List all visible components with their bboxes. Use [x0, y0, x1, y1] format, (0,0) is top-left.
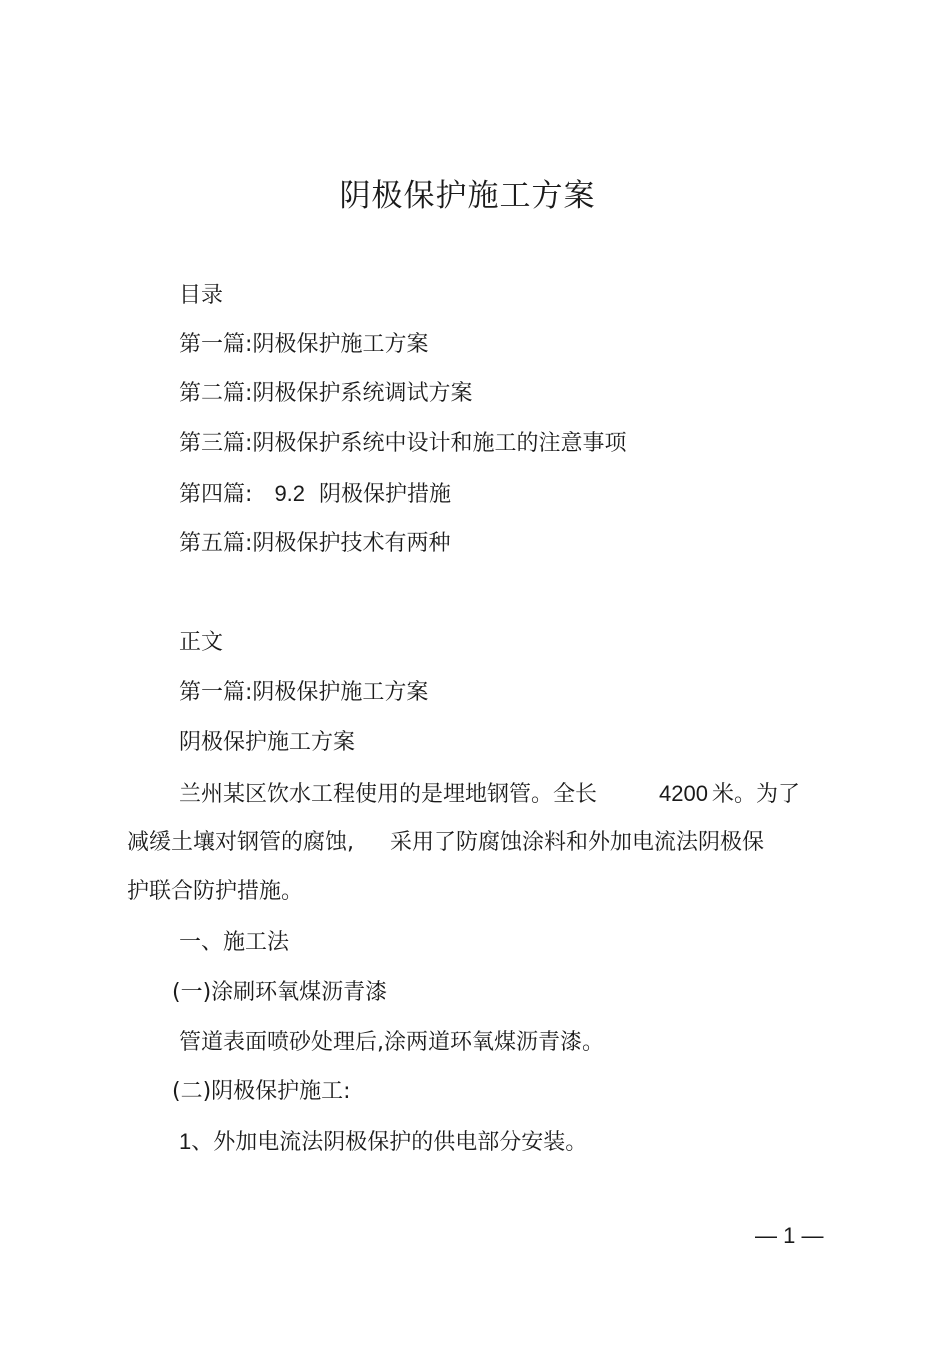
toc-item-text: 阴极保护技术有两种 — [252, 531, 451, 556]
paragraph-text: 采用了防腐蚀涂料和外加电流法阴极保 — [390, 830, 765, 855]
toc-item-separator: : — [245, 531, 253, 556]
section-subtitle: 阴极保护施工方案 — [179, 730, 356, 755]
toc-item-5 — [179, 530, 450, 558]
body-heading: 正文 — [179, 630, 224, 655]
list-item-number: 1 — [179, 1129, 192, 1154]
list-item-1 — [179, 1128, 587, 1157]
toc-item-separator: : — [245, 332, 253, 357]
paragraph-text: 减缓土壤对钢管的腐蚀, — [127, 830, 354, 855]
toc-item-label: 第二篇 — [179, 381, 246, 406]
paragraph-line-2 — [127, 829, 764, 857]
section-heading: 一、施工法 — [179, 930, 290, 955]
subsection-text-1: 管道表面喷砂处理后,涂两道环氧煤沥青漆。 — [179, 1030, 604, 1055]
toc-item-label: 第四篇 — [179, 482, 246, 507]
subsection-heading-2: (二)阴极保护施工: — [172, 1079, 351, 1104]
paragraph-line-1 — [179, 780, 800, 809]
toc-item-2 — [179, 380, 472, 408]
paragraph-line-3: 护联合防护措施。 — [127, 879, 304, 904]
paragraph-text: 米。为了 — [711, 782, 800, 807]
toc-heading: 目录 — [179, 283, 224, 308]
paragraph-text: 兰州某区饮水工程使用的是埋地钢管。全长 — [179, 782, 598, 807]
toc-item-label: 第一篇 — [179, 332, 246, 357]
toc-item-separator: : — [245, 381, 253, 406]
toc-item-label: 第五篇 — [179, 531, 246, 556]
toc-item-1 — [179, 331, 428, 359]
toc-item-text: 阴极保护系统中设计和施工的注意事项 — [252, 431, 627, 456]
toc-item-3 — [179, 430, 626, 458]
list-item-text: 、外加电流法阴极保护的供电部分安装。 — [191, 1130, 588, 1155]
document-title: 阴极保护施工方案 — [339, 178, 596, 214]
toc-item-number: 9.2 — [274, 481, 306, 506]
toc-item-text: 阴极保护系统调试方案 — [252, 381, 473, 406]
part-title: 第一篇:阴极保护施工方案 — [179, 680, 429, 705]
toc-item-label: 第三篇 — [179, 431, 246, 456]
toc-item-text: 阴极保护施工方案 — [252, 332, 429, 357]
page-number: — 1 — — [755, 1223, 824, 1248]
toc-item-separator: : — [245, 431, 253, 456]
paragraph-number: 4200 — [659, 781, 708, 806]
toc-item-text: 阴极保护措施 — [319, 482, 452, 507]
subsection-heading-1: (一)涂刷环氧煤沥青漆 — [172, 980, 388, 1005]
toc-item-separator: : — [245, 482, 253, 507]
toc-item-4 — [179, 480, 451, 509]
